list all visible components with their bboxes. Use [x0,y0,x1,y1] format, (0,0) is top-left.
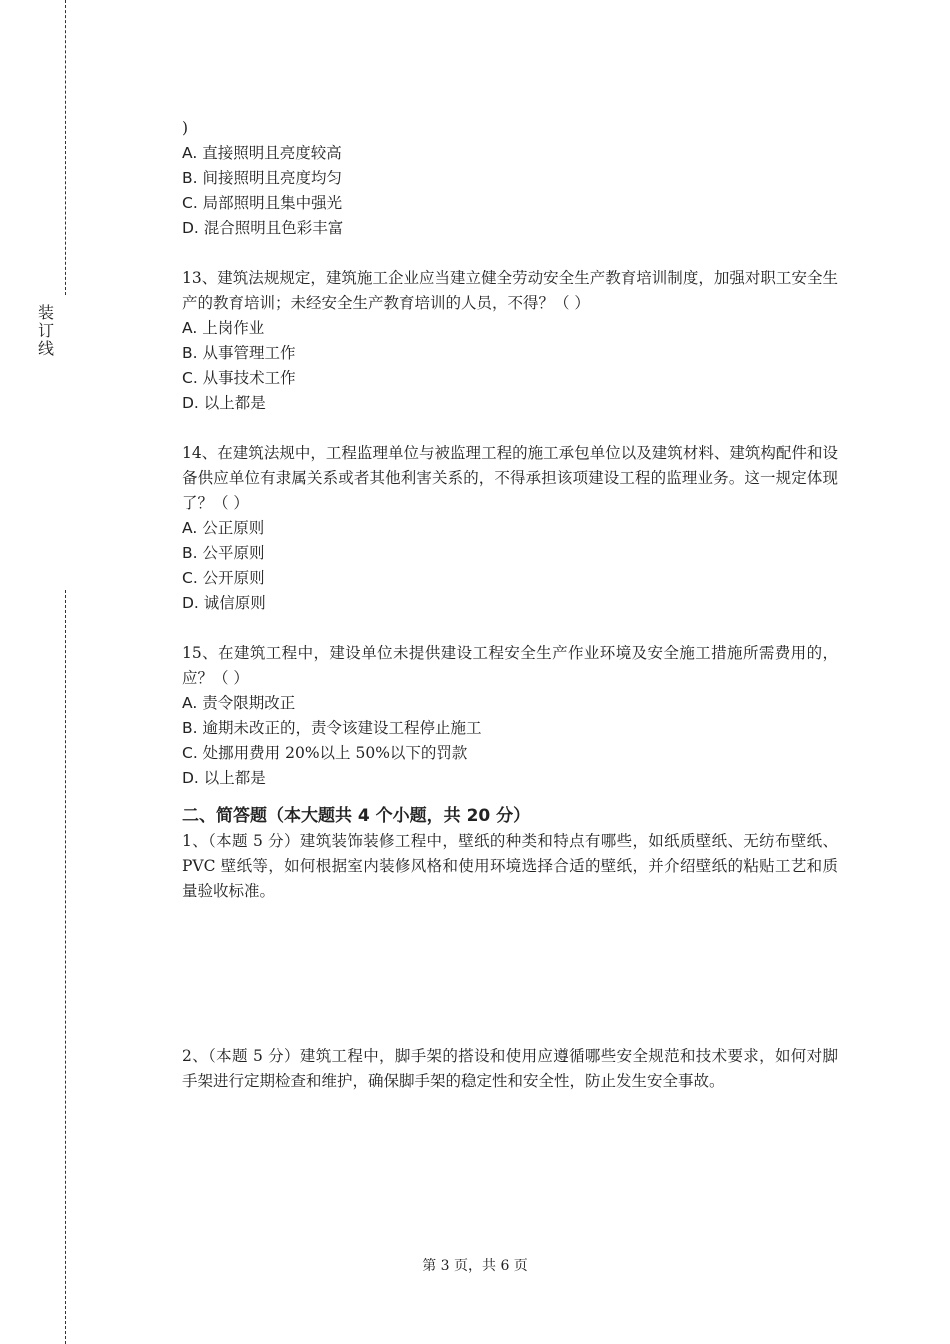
q15-option-c [182,741,838,766]
q15-option-b [182,716,838,741]
q14-option-d [182,591,838,616]
option-letter: D. [182,394,199,412]
option-text: 混合照明且色彩丰富 [198,219,344,237]
q12-stem-tail: ) [182,119,189,137]
option-text: 公正原则 [197,519,265,537]
option-text: 诚信原则 [198,594,266,612]
option-text: 处挪用费用 20%以上 50%以下的罚款 [197,744,468,762]
option-letter: C. [182,369,198,387]
q14-option-c [182,566,838,591]
option-letter: D. [182,594,199,612]
q12-option-d [182,216,838,241]
option-letter: C. [182,569,198,587]
page-footer: 第 3 页，共 6 页 [422,1258,528,1274]
answer-space [182,904,838,1044]
q14-option-b [182,541,838,566]
option-letter: A. [182,144,198,162]
option-text: 公开原则 [197,569,265,587]
option-text: 间接照明且亮度均匀 [197,169,342,187]
option-letter: D. [182,219,199,237]
option-text: 以上都是 [198,769,266,787]
binding-label [37,304,55,358]
option-letter: C. [182,744,198,762]
option-letter: A. [182,319,198,337]
option-text: 公平原则 [197,544,265,562]
q14-option-a [182,516,838,541]
exam-content [182,116,838,1094]
short-answer-q2: 2、（本题 5 分）建筑工程中，脚手架的搭设和使用应遵循哪些安全规范和技术要求，如何对脚手架进行定期检查和维护，确保脚手架的稳定性和安全性，防止发生安全事故。 [182,1047,838,1090]
option-letter: B. [182,169,198,187]
binding-label-char: 装 [37,303,54,322]
q13-option-b [182,341,838,366]
option-letter: A. [182,694,198,712]
option-text: 以上都是 [198,394,266,412]
q13-option-c [182,366,838,391]
binding-label-char: 订 [37,321,54,340]
binding-dashed-line-bottom [65,590,66,1344]
option-text: 从事技术工作 [197,369,296,387]
q12-option-c [182,191,838,216]
option-letter: B. [182,719,198,737]
q12-option-a [182,141,838,166]
q12-option-b [182,166,838,191]
option-text: 局部照明且集中强光 [197,194,343,212]
option-text: 上岗作业 [197,319,265,337]
q14-stem: 14、在建筑法规中，工程监理单位与被监理工程的施工承包单位以及建筑材料、建筑构配件和设备供应单位有隶属关系或者其他利害关系的，不得承担该项建设工程的监理业务。这一规定体现了？（ ） [182,444,838,512]
option-letter: B. [182,344,198,362]
option-letter: A. [182,519,198,537]
section-2-title: 二、简答题（本大题共 4 个小题，共 20 分） [182,806,531,826]
option-letter: D. [182,769,199,787]
short-answer-q1: 1、（本题 5 分）建筑装饰装修工程中，壁纸的种类和特点有哪些，如纸质壁纸、无纺布壁纸、PVC 壁纸等，如何根据室内装修风格和使用环境选择合适的壁纸，并介绍壁纸的粘贴工艺和质量验收标准。 [182,832,838,900]
q15-option-d [182,766,838,791]
option-letter: B. [182,544,198,562]
option-text: 责令限期改正 [197,694,296,712]
q15-option-a [182,691,838,716]
q13-stem: 13、建筑法规规定，建筑施工企业应当建立健全劳动安全生产教育培训制度，加强对职工安全生产的教育培训；未经安全生产教育培训的人员，不得？（ ） [182,269,838,312]
option-text: 逾期未改正的，责令该建设工程停止施工 [197,719,482,737]
binding-dashed-line-top [65,0,66,295]
q13-option-d [182,391,838,416]
binding-label-char: 线 [37,339,54,358]
option-text: 从事管理工作 [197,344,296,362]
q15-stem: 15、在建筑工程中，建设单位未提供建设工程安全生产作业环境及安全施工措施所需费用的，应？（ ） [182,644,838,687]
option-letter: C. [182,194,198,212]
option-text: 直接照明且亮度较高 [197,144,342,162]
q13-option-a [182,316,838,341]
